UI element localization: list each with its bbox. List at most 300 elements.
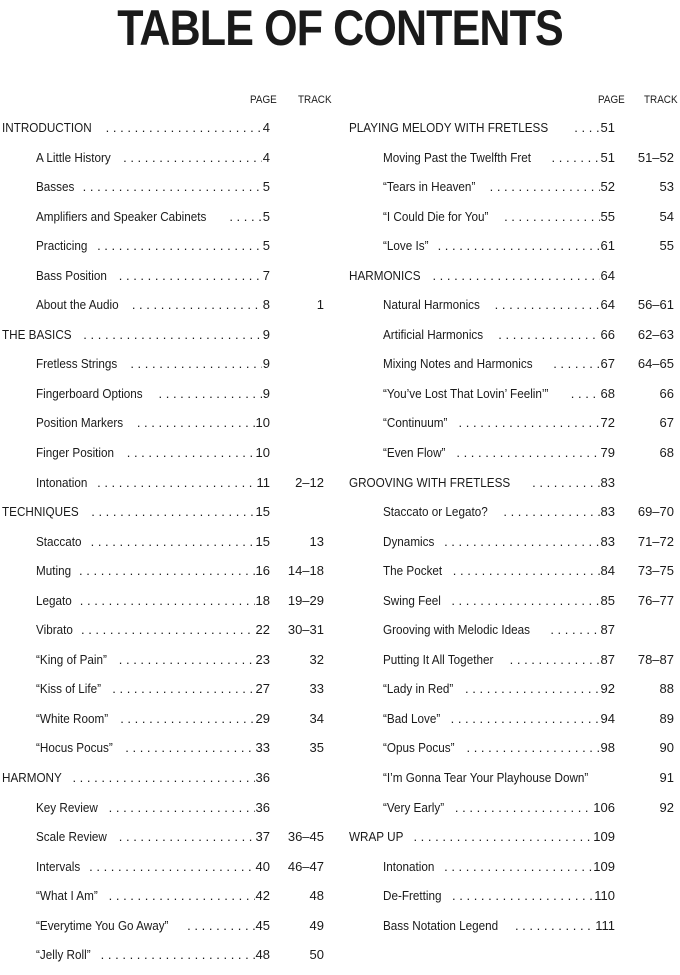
toc-section-entry[interactable]: [0, 118, 330, 148]
entry-leader-line: [383, 561, 615, 581]
toc-subsection-entry[interactable]: [348, 354, 678, 384]
entry-track-number: 36–45: [287, 829, 324, 845]
entry-page-number: 98: [600, 740, 615, 756]
dot-leader: [486, 177, 600, 197]
dot-leader: [500, 207, 599, 227]
toc-subsection-entry[interactable]: [0, 857, 330, 887]
dot-leader: [440, 532, 599, 552]
toc-subsection-entry[interactable]: [0, 620, 330, 650]
dot-leader: [68, 768, 254, 788]
toc-subsection-entry[interactable]: [0, 177, 330, 207]
entry-title: “Jelly Roll”: [36, 947, 91, 963]
entry-track-number: 62–63: [637, 326, 674, 342]
page-column-header: PAGE: [250, 94, 277, 106]
entry-page-number: 33: [255, 740, 270, 756]
dot-leader: [87, 502, 254, 522]
toc-subsection-entry[interactable]: [0, 148, 330, 178]
entry-leader-line: [36, 827, 270, 847]
entry-title: HARMONICS: [349, 267, 421, 283]
entry-title: Swing Feel: [383, 592, 441, 608]
dot-leader: [85, 857, 254, 877]
toc-subsection-entry[interactable]: [348, 177, 678, 207]
entry-leader-line: [36, 532, 270, 552]
entry-track-number: 76–77: [637, 592, 674, 608]
entry-leader-line: [383, 620, 615, 640]
entry-page-number: 68: [600, 385, 615, 401]
entry-title: THE BASICS: [2, 326, 72, 342]
toc-subsection-entry[interactable]: [348, 738, 678, 768]
entry-track-number: 35: [309, 740, 324, 756]
toc-subsection-entry[interactable]: [0, 916, 330, 946]
entry-track-number: 13: [309, 533, 324, 549]
entry-leader-line: [383, 886, 615, 906]
track-column-header: TRACK: [298, 94, 332, 106]
entry-title: “White Room”: [36, 710, 109, 726]
entry-track-number: 69–70: [637, 504, 674, 520]
toc-subsection-entry[interactable]: [348, 532, 678, 562]
dot-leader: [225, 207, 261, 227]
entry-title: “Hocus Pocus”: [36, 740, 113, 756]
entry-page-number: 42: [255, 888, 270, 904]
entry-leader-line: [36, 620, 270, 640]
entry-leader-line: [383, 768, 615, 788]
dot-leader: [494, 325, 599, 345]
entry-leader-line: [36, 236, 270, 256]
entry-page-number: 67: [600, 356, 615, 372]
toc-subsection-entry[interactable]: [348, 148, 678, 178]
entry-title: A Little History: [36, 149, 111, 165]
dot-leader: [428, 266, 599, 286]
toc-subsection-entry[interactable]: [348, 798, 678, 828]
toc-subsection-entry[interactable]: [0, 473, 330, 503]
entry-leader-line: [36, 207, 270, 227]
entry-leader-line: [383, 236, 615, 256]
entry-page-number: 106: [593, 799, 615, 815]
toc-section-entry[interactable]: [0, 768, 330, 798]
toc-subsection-entry[interactable]: [348, 857, 678, 887]
dot-leader: [93, 473, 255, 493]
dot-leader: [447, 591, 599, 611]
entry-title: About the Audio: [36, 297, 119, 313]
toc-subsection-entry[interactable]: [0, 679, 330, 709]
entry-page-number: 5: [262, 179, 270, 195]
entry-page-number: 66: [600, 326, 615, 342]
entry-title: Legato: [36, 592, 72, 608]
entry-track-number: 48: [309, 888, 324, 904]
entry-page-number: 87: [600, 622, 615, 638]
entry-track-number: 71–72: [637, 533, 674, 549]
entry-page-number: 29: [255, 710, 270, 726]
entry-track-number: 56–61: [637, 297, 674, 313]
toc-subsection-entry[interactable]: [348, 591, 678, 621]
entry-page-number: 37: [255, 829, 270, 845]
toc-subsection-entry[interactable]: [348, 916, 678, 946]
entry-leader-line: [383, 148, 615, 168]
entry-leader-line: [383, 177, 615, 197]
entry-track-number: 50: [309, 947, 324, 963]
dot-leader: [449, 561, 600, 581]
dot-leader: [434, 236, 600, 256]
dot-leader: [448, 886, 593, 906]
dot-leader: [79, 325, 261, 345]
entry-leader-line: [36, 473, 270, 493]
entry-title: “Opus Pocus”: [383, 740, 455, 756]
entry-leader-line: [36, 148, 270, 168]
toc-subsection-entry[interactable]: [348, 295, 678, 325]
dot-leader: [440, 857, 592, 877]
dot-leader: [452, 443, 599, 463]
dot-leader: [528, 473, 599, 493]
entry-page-number: 92: [600, 681, 615, 697]
dot-leader: [546, 620, 599, 640]
dot-leader: [506, 650, 600, 670]
entry-track-number: 33: [309, 681, 324, 697]
toc-subsection-entry[interactable]: [348, 679, 678, 709]
entry-title: The Pocket: [383, 563, 443, 579]
entry-page-number: 40: [255, 858, 270, 874]
toc-subsection-entry[interactable]: [0, 207, 330, 237]
dot-leader: [491, 295, 600, 315]
entry-leader-line: [36, 591, 270, 611]
entry-page-number: 72: [600, 415, 615, 431]
entry-leader-line: [36, 177, 270, 197]
entry-leader-line: [383, 413, 615, 433]
entry-title: Position Markers: [36, 415, 124, 431]
entry-page-number: 15: [255, 533, 270, 549]
column-header: [0, 90, 330, 118]
entry-title: Grooving with Melodic Ideas: [383, 622, 530, 638]
entry-track-number: 64–65: [637, 356, 674, 372]
entry-leader-line: [383, 591, 615, 611]
entry-title: Moving Past the Twelfth Fret: [383, 149, 532, 165]
entry-leader-line: [349, 266, 615, 286]
toc-subsection-entry[interactable]: [0, 738, 330, 768]
page-title: TABLE OF CONTENTS: [117, 0, 563, 56]
entry-leader-line: [36, 650, 270, 670]
toc-section-entry[interactable]: [348, 118, 678, 148]
toc-subsection-entry[interactable]: [0, 532, 330, 562]
entry-leader-line: [36, 886, 270, 906]
entry-title: INTRODUCTION: [2, 120, 92, 135]
entry-page-number: 109: [593, 858, 615, 874]
toc-subsection-entry[interactable]: [0, 384, 330, 414]
entry-page-number: 79: [600, 445, 615, 461]
column-header: [348, 90, 678, 118]
entry-page-number: 23: [255, 651, 270, 667]
entry-title: “Very Early”: [383, 799, 445, 815]
toc-subsection-entry[interactable]: [348, 502, 678, 532]
page-column-header: PAGE: [598, 94, 625, 106]
entry-title: “What I Am”: [36, 888, 98, 904]
entry-leader-line: [383, 532, 615, 552]
entry-page-number: 109: [593, 829, 615, 845]
toc-subsection-entry[interactable]: [0, 709, 330, 739]
entry-track-number: 90: [659, 740, 674, 756]
entry-title: Intervals: [36, 858, 81, 874]
dot-leader: [119, 148, 262, 168]
entry-page-number: 22: [255, 622, 270, 638]
entry-track-number: 78–87: [637, 651, 674, 667]
entry-page-number: 83: [600, 533, 615, 549]
entry-page-number: 64: [600, 267, 615, 283]
entry-leader-line: [349, 827, 615, 847]
entry-title: Staccato or Legato?: [383, 504, 488, 520]
entry-leader-line: [36, 413, 270, 433]
dot-leader: [123, 443, 255, 463]
entry-page-number: 94: [600, 710, 615, 726]
dot-leader: [511, 916, 594, 936]
toc-subsection-entry[interactable]: [0, 413, 330, 443]
entry-page-number: 10: [255, 415, 270, 431]
entry-track-number: 53: [659, 179, 674, 195]
toc-section-entry[interactable]: [348, 473, 678, 503]
dot-leader: [102, 118, 262, 138]
entry-title: “I’m Gonna Tear Your Playhouse Down”: [383, 770, 589, 786]
toc-subsection-entry[interactable]: [348, 325, 678, 355]
dot-leader: [126, 354, 261, 374]
entry-leader-line: [383, 738, 615, 758]
dot-leader: [548, 148, 600, 168]
entry-page-number: 83: [600, 504, 615, 520]
entry-title: “Everytime You Go Away”: [36, 917, 169, 933]
entry-title: “King of Pain”: [36, 651, 107, 667]
entry-page-number: 51: [600, 120, 615, 135]
toc-subsection-entry[interactable]: [348, 207, 678, 237]
toc-subsection-entry[interactable]: [0, 295, 330, 325]
toc-subsection-entry[interactable]: [0, 354, 330, 384]
entry-leader-line: [36, 857, 270, 877]
toc-subsection-entry[interactable]: [348, 236, 678, 266]
entry-leader-line: [36, 443, 270, 463]
dot-leader: [108, 679, 254, 699]
toc-subsection-entry[interactable]: [0, 443, 330, 473]
entry-leader-line: [36, 266, 270, 286]
entry-leader-line: [36, 738, 270, 758]
entry-leader-line: [383, 650, 615, 670]
entry-title: “Continuum”: [383, 415, 448, 431]
entry-leader-line: [383, 679, 615, 699]
entry-title: “Love Is”: [383, 238, 429, 254]
entry-page-number: 4: [262, 149, 270, 165]
entry-track-number: 46–47: [287, 858, 324, 874]
entry-track-number: 30–31: [287, 622, 324, 638]
entry-track-number: 89: [659, 710, 674, 726]
entry-title: Amplifiers and Speaker Cabinets: [36, 208, 207, 224]
entry-track-number: 19–29: [287, 592, 324, 608]
entry-title: Key Review: [36, 799, 98, 815]
entry-track-number: 66: [659, 385, 674, 401]
entry-page-number: 110: [594, 888, 615, 904]
toc-subsection-entry[interactable]: [348, 561, 678, 591]
entry-title: Basses: [36, 179, 75, 195]
dot-leader: [77, 620, 255, 640]
toc-subsection-entry[interactable]: [0, 798, 330, 828]
entry-page-number: 45: [255, 917, 270, 933]
entry-title: Staccato: [36, 533, 82, 549]
dot-leader: [97, 945, 255, 965]
entry-track-number: 51–52: [637, 149, 674, 165]
toc-subsection-entry[interactable]: [348, 650, 678, 680]
entry-title: Fingerboard Options: [36, 385, 143, 401]
dot-leader: [105, 886, 255, 906]
entry-page-number: 5: [262, 238, 270, 254]
entry-title: Mixing Notes and Harmonics: [383, 356, 533, 372]
toc-section-entry[interactable]: [0, 325, 330, 355]
entry-track-number: 88: [659, 681, 674, 697]
entry-leader-line: [383, 443, 615, 463]
entry-page-number: 5: [262, 208, 270, 224]
entry-leader-line: [383, 295, 615, 315]
entry-page-number: 16: [255, 563, 270, 579]
entry-track-number: 49: [309, 917, 324, 933]
dot-leader: [447, 709, 600, 729]
entry-track-number: 67: [659, 415, 674, 431]
entry-leader-line: [349, 118, 615, 138]
entry-leader-line: [383, 502, 615, 522]
entry-page-number: 9: [262, 356, 270, 372]
entry-leader-line: [349, 473, 615, 493]
entry-page-number: 9: [262, 326, 270, 342]
entry-leader-line: [36, 295, 270, 315]
entry-title: Putting It All Together: [383, 651, 494, 667]
dot-leader: [105, 798, 255, 818]
entry-page-number: 18: [255, 592, 270, 608]
entry-leader-line: [36, 354, 270, 374]
entry-leader-line: [383, 709, 615, 729]
entry-title: Dynamics: [383, 533, 435, 549]
dot-leader: [462, 738, 599, 758]
entry-track-number: 32: [309, 651, 324, 667]
entry-title: Muting: [36, 563, 72, 579]
dot-leader: [451, 798, 592, 818]
entry-leader-line: [36, 384, 270, 404]
entry-title: PLAYING MELODY WITH FRETLESS: [349, 120, 549, 135]
entry-title: Intonation: [36, 474, 88, 490]
entry-title: De-Fretting: [383, 888, 442, 904]
entry-track-number: 54: [659, 208, 674, 224]
entry-leader-line: [383, 354, 615, 374]
entry-title: Practicing: [36, 238, 88, 254]
entry-leader-line: [36, 945, 270, 965]
entry-page-number: 8: [262, 297, 270, 313]
entry-title: Artificial Harmonics: [383, 326, 484, 342]
toc-subsection-entry[interactable]: [0, 827, 330, 857]
dot-leader: [461, 679, 599, 699]
entry-leader-line: [2, 768, 270, 788]
track-column-header: TRACK: [644, 94, 678, 106]
dot-leader: [93, 236, 262, 256]
entry-page-number: 10: [255, 445, 270, 461]
toc-section-entry[interactable]: [348, 827, 678, 857]
dot-leader: [499, 502, 599, 522]
entry-page-number: 11: [256, 474, 270, 490]
toc-subsection-entry[interactable]: [0, 561, 330, 591]
toc-column-left: [0, 90, 330, 975]
entry-track-number: 92: [659, 799, 674, 815]
entry-leader-line: [2, 325, 270, 345]
toc-subsection-entry[interactable]: [348, 709, 678, 739]
entry-page-number: 64: [600, 297, 615, 313]
entry-page-number: 52: [600, 179, 615, 195]
dot-leader: [76, 591, 255, 611]
entry-track-number: 91: [659, 770, 674, 786]
toc-subsection-entry[interactable]: [0, 650, 330, 680]
entry-track-number: 68: [659, 445, 674, 461]
dot-leader: [115, 827, 255, 847]
entry-leader-line: [36, 679, 270, 699]
entry-page-number: 4: [262, 120, 270, 135]
toc-section-entry[interactable]: [0, 502, 330, 532]
entry-page-number: 7: [262, 267, 270, 283]
entry-page-number: 36: [255, 770, 270, 786]
dot-leader: [133, 413, 255, 433]
dot-leader: [115, 266, 262, 286]
entry-leader-line: [36, 798, 270, 818]
entry-leader-line: [36, 709, 270, 729]
toc-subsection-entry[interactable]: [348, 886, 678, 916]
dot-leader: [121, 738, 254, 758]
entry-leader-line: [383, 207, 615, 227]
entry-track-number: 73–75: [637, 563, 674, 579]
entry-page-number: 85: [600, 592, 615, 608]
toc-subsection-entry[interactable]: [0, 591, 330, 621]
entry-title: Scale Review: [36, 829, 107, 845]
toc-subsection-entry[interactable]: [0, 945, 330, 975]
entry-title: “Bad Love”: [383, 710, 441, 726]
entry-page-number: 15: [255, 504, 270, 520]
entry-title: “I Could Die for You”: [383, 208, 489, 224]
toc-subsection-entry[interactable]: [348, 620, 678, 650]
dot-leader: [128, 295, 262, 315]
entry-leader-line: [383, 798, 615, 818]
entry-page-number: 84: [600, 563, 615, 579]
entry-leader-line: [2, 118, 270, 138]
toc-subsection-entry[interactable]: [0, 266, 330, 296]
entry-title: Intonation: [383, 858, 435, 874]
dot-leader: [75, 561, 255, 581]
entry-leader-line: [383, 857, 615, 877]
dot-leader: [183, 916, 254, 936]
entry-title: TECHNIQUES: [2, 504, 79, 520]
entry-title: Vibrato: [36, 622, 73, 638]
toc-section-entry[interactable]: [348, 266, 678, 296]
dot-leader: [455, 413, 600, 433]
entry-title: Fretless Strings: [36, 356, 118, 372]
toc-subsection-entry[interactable]: [0, 236, 330, 266]
entry-page-number: 83: [600, 474, 615, 490]
entry-page-number: 87: [600, 651, 615, 667]
toc-subsection-entry[interactable]: [0, 886, 330, 916]
dot-leader: [567, 384, 600, 404]
toc-subsection-entry[interactable]: [348, 413, 678, 443]
toc-entries-left: [0, 118, 330, 975]
toc-subsection-entry[interactable]: [348, 768, 678, 798]
entry-title: “Tears in Heaven”: [383, 179, 476, 195]
entry-leader-line: [383, 916, 615, 936]
toc-subsection-entry[interactable]: [348, 384, 678, 414]
entry-title: Bass Notation Legend: [383, 917, 499, 933]
entry-track-number: 34: [309, 710, 324, 726]
dot-leader: [549, 354, 599, 374]
dot-leader: [409, 827, 592, 847]
entry-title: GROOVING WITH FRETLESS: [349, 474, 511, 490]
entry-leader-line: [383, 384, 615, 404]
toc-subsection-entry[interactable]: [348, 443, 678, 473]
entry-leader-line: [383, 325, 615, 345]
entry-page-number: 48: [255, 947, 270, 963]
dot-leader: [155, 384, 262, 404]
entry-title: “Kiss of Life”: [36, 681, 102, 697]
